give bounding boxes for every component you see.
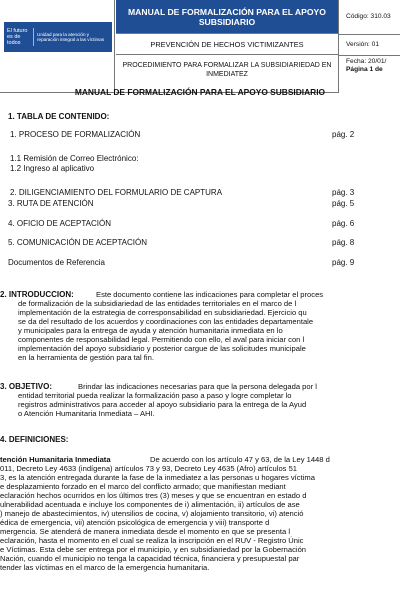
header-title: MANUAL DE FORMALIZACIÓN PARA EL APOYO SUBSIDIARIO	[116, 0, 338, 34]
objective-line: registros administrativos para acceder al apoyo subsidiario para la entrega de la Ayud	[18, 400, 307, 409]
logo-entity-name: Unidad para la atención y reparación integral a las víctimas	[37, 31, 105, 42]
toc-item: 5. COMUNICACIÓN DE ACEPTACIÓN	[8, 238, 147, 247]
definition-line: tender las víctimas en el marco de la emergencia humanitaria.	[0, 563, 210, 572]
toc-subitem: 1.1 Remisión de Correo Electrónico:	[10, 154, 139, 163]
document-title: MANUAL DE FORMALIZACIÓN PARA EL APOYO SUBSIDIARIO	[74, 87, 326, 97]
meta-divider	[339, 34, 400, 35]
definition-line: De acuerdo con los artículo 47 y 63, de la Ley 1448 d	[150, 455, 330, 464]
definition-line: eclaración, hasta el momento en el cual se realiza la inscripción en el RUV - Registro Únic	[0, 536, 304, 545]
intro-line: se da del resultado de los acuerdos y coordinaciones con las entidades departamentale	[18, 317, 314, 326]
institution-logo	[4, 22, 112, 52]
toc-page: pág. 3	[332, 188, 355, 197]
definition-line: mergencia. Se atenderá de manera inmediata desde el momento en que se presenta l	[0, 527, 291, 536]
definition-line: e desplazamiento forzado en el marco del conflicto armado; que manifiestan mediant	[0, 482, 286, 491]
objective-line: entidad territorial pueda realizar la formalización paso a paso y logre completar lo	[18, 391, 292, 400]
meta-divider	[339, 55, 400, 56]
definition-line: e Víctimas. Esta debe ser entrega por el municipio, y en subsidiariedad por la Gobernación	[0, 545, 307, 554]
doc-page: Página 1 de	[346, 66, 383, 73]
objective-line: o Atención Humanitaria Inmediata – AHI.	[18, 409, 155, 418]
definition-line: Nación, cuando el municipio no tenga la capacidad técnica, financiera y presupuestal par	[0, 554, 300, 563]
intro-line: implementación del apoyo subsidiario y posterior cargue de las solicitudes municipale	[18, 344, 306, 353]
intro-heading: 2. INTRODUCCION:	[0, 290, 74, 299]
header-subtitle: PREVENCIÓN DE HECHOS VICTIMIZANTES	[116, 35, 338, 55]
toc-item: 4. OFICIO DE ACEPTACIÓN	[8, 219, 111, 228]
intro-line: y municipales para la entrega de ayuda y atención humanitaria inmediata en lo	[18, 326, 283, 335]
intro-line: componentes de responsabilidad legal. Permitiendo con ello, el aval para iniciar con l	[18, 335, 305, 344]
objective-line: Brindar las indicaciones necesarias para que la persona delegada por l	[78, 382, 317, 391]
document-header	[0, 0, 400, 93]
definition-line: 011, Decreto Ley 4633 (indígena) artículos 73 y 93, Decreto Ley 4635 (Afro) artículos 51	[0, 464, 298, 473]
toc-item: 1. PROCESO DE FORMALIZACIÓN	[10, 130, 141, 139]
definition-line: eclaración hechos ocurridos en los últimos tres (3) meses y que se encuentran en estado d	[0, 491, 307, 500]
toc-page: pág. 2	[332, 130, 355, 139]
toc-item: 2. DILIGENCIAMIENTO DEL FORMULARIO DE CAPTURA	[10, 188, 223, 197]
intro-line: en la herramienta de gestión para tal fin.	[18, 353, 154, 362]
intro-line: de formalización de la subsidiariedad de las entidades territoriales en el marco de l	[18, 299, 297, 308]
objective-heading: 3. OBJETIVO:	[0, 382, 53, 391]
header-procedure: PROCEDIMIENTO PARA FORMALIZAR LA SUBSIDIARIEDAD EN INMEDIATEZ	[116, 56, 338, 93]
definition-line: ulnerabilidad acentuada e incluye los componentes de i) alimentación, ii) artículos de ase	[0, 500, 300, 509]
toc-page: pág. 6	[332, 219, 355, 228]
toc-page: pág. 9	[332, 258, 355, 267]
definition-line: ) manejo de abastecimientos, iv) utensilios de cocina, v) alojamiento transitorio, vi) atenció	[0, 509, 304, 518]
logo-cell	[0, 0, 115, 93]
toc-subitem: 1.2 Ingreso al aplicativo	[10, 164, 95, 173]
doc-date: Fecha: 20/01/	[346, 58, 387, 65]
definition-term: tención Humanitaria Inmediata	[0, 455, 111, 464]
header-meta	[338, 0, 400, 93]
toc-heading: 1. TABLA DE CONTENIDO:	[8, 112, 110, 121]
definition-line: édica de emergencia, vii) atención psicológica de emergencia y viii) transporte d	[0, 518, 270, 527]
doc-version: Versión: 01	[346, 41, 379, 48]
definitions-heading: 4. DEFINICIONES:	[0, 435, 69, 444]
intro-line: Este documento contiene las indicaciones para completar el proces	[96, 290, 324, 299]
logo-slogan: El futuro es de todos	[4, 28, 34, 46]
toc-item: Documentos de Referencia	[8, 258, 105, 267]
toc-item: 3. RUTA DE ATENCIÓN	[8, 199, 94, 208]
toc-page: pág. 5	[332, 199, 355, 208]
intro-line: implementación de la estrategia de corresponsabilidad en subsidiariedad. Ejercicio qu	[18, 308, 307, 317]
doc-code: Código: 310.03	[346, 13, 391, 20]
definition-line: 3, es la atención entregada durante la fase de la inmediatez a las personas u hogares víctima	[0, 473, 315, 482]
toc-page: pág. 8	[332, 238, 355, 247]
